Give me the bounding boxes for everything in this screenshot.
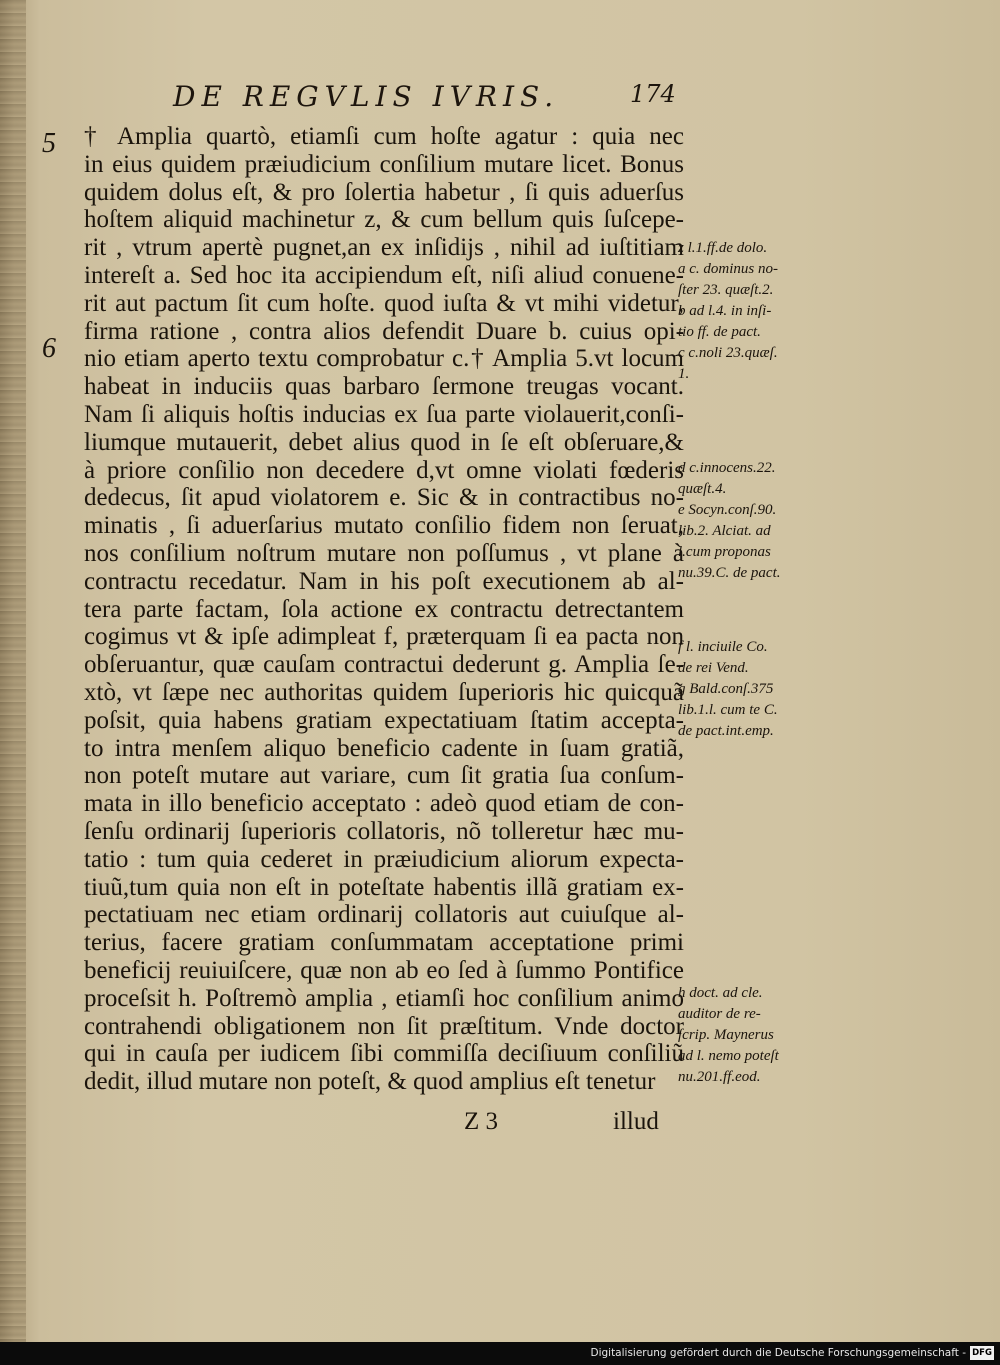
section-number-6: 6 — [42, 333, 56, 364]
text-line: to intra menſem aliquo beneficio cadente in ſuam gratiã, — [84, 734, 684, 762]
text-line: Nam ſi aliquis hoſtis inducias ex ſua parte violauerit,conſi- — [84, 400, 684, 428]
text-line: ſenſu ordinarij ſuperioris collatoris, nõ tolleretur hæc mu- — [84, 817, 684, 845]
text-line: pectatiuam nec etiam ordinarij collatoris aut cuiuſque al- — [84, 901, 684, 929]
dfg-credit-text: Digitalisierung gefördert durch die Deutsche Forschungsgemeinschaft - — [590, 1347, 966, 1359]
text-line: intereſt a. Sed hoc ita accipiendum eſt, niſi aliud conuene- — [84, 261, 684, 289]
marginal-note-z — [678, 238, 828, 385]
text-line: beneficij reuiuiſcere, quæ non ab eo ſed à ſummo Pontifice — [84, 956, 684, 984]
text-line: nos conſilium noſtrum mutare non poſſumus , vt plane à — [84, 539, 684, 567]
marginal-line: lib.1.l. cum te C. — [678, 702, 778, 718]
marginal-line: nu.201.ff.eod. — [678, 1069, 761, 1085]
marginal-line: lib.2. Alciat. ad — [678, 523, 771, 539]
text-line: quidem dolus eſt, & pro ſolertia habetur , ſi quis aduerſus — [84, 178, 684, 206]
text-line: in eius quidem præiudicium conſilium mutare licet. Bonus — [84, 150, 684, 178]
marginal-line: 1. — [678, 366, 690, 382]
page-header — [0, 76, 1000, 116]
text-line: mata in illo beneficio acceptato : adeò quod etiam de con- — [84, 790, 684, 818]
catchword: illud — [613, 1108, 659, 1135]
text-line: xtò, vt ſæpe nec authoritas quidem ſuperioris hic quicquã — [84, 678, 684, 706]
dfg-logo: DFG — [970, 1346, 994, 1360]
marginal-note-d — [678, 458, 828, 584]
text-line: dedit, illud mutare non poteſt, & quod amplius eſt tenetur — [84, 1068, 656, 1096]
marginal-line: ad l. nemo poteſt — [678, 1048, 779, 1064]
marginal-line: auditor de re- — [678, 1006, 761, 1022]
text-line: rit , vtrum apertè pugnet,an ex inſidijs , nihil ad iuſtitiam — [84, 234, 684, 262]
text-line: firma ratione , contra alios defendit Duare b. cuius opi- — [84, 317, 684, 345]
marginal-line: b ad l.4. in inſi- — [678, 303, 772, 319]
text-line: cogimus vt & ipſe adimpleat f, præterquam ſi ea pacta non — [84, 623, 684, 651]
digitization-credit-bar — [0, 1342, 1000, 1365]
text-line: hoſtem aliquid machinetur z, & cum bellum quis ſuſcepe- — [84, 206, 684, 234]
text-line: tera parte factam, ſola actione ex contractu detrectantem — [84, 595, 684, 623]
marginal-line: quæſt.4. — [678, 481, 727, 497]
text-line: contrahendi obligationem non ſit præſtitum. Vnde doctor — [84, 1012, 684, 1040]
text-line: terius, facere gratiam conſummatam acceptatione primi — [84, 929, 684, 957]
marginal-line: h doct. ad cle. — [678, 985, 763, 1001]
text-line: contractu recedatur. Nam in his poſt executionem ab al- — [84, 567, 684, 595]
text-line: minatis , ſi aduerſarius mutato conſilio fidem non ſeruat, — [84, 512, 684, 540]
text-line: dedecus, ſit apud violatorem e. Sic & in contractibus no- — [84, 484, 684, 512]
marginal-line: de pact.int.emp. — [678, 723, 774, 739]
marginal-line: tio ff. de pact. — [678, 324, 761, 340]
text-line: liumque mutauerit, debet alius quod in ſe eſt obſeruare,& — [84, 428, 684, 456]
marginal-line: a c. dominus no- — [678, 261, 778, 277]
marginal-line: de rei Vend. — [678, 660, 749, 676]
signature-mark: Z 3 — [464, 1108, 499, 1135]
marginal-line: f l. inciuile Co. — [678, 639, 768, 655]
marginal-line: ſcrip. Maynerus — [678, 1027, 774, 1043]
text-line: non poteſt mutare aut variare, cum ſit gratia ſua conſum- — [84, 762, 684, 790]
marginal-line: nu.39.C. de pact. — [678, 565, 781, 581]
marginal-line: e Socyn.conſ.90. — [678, 502, 777, 518]
marginal-line: ſter 23. quæſt.2. — [678, 282, 774, 298]
text-line: obſeruantur, quæ cauſam contractui dederunt g. Amplia ſe- — [84, 651, 684, 679]
marginal-note-h — [678, 983, 828, 1088]
marginal-line: l.cum proponas — [678, 544, 771, 560]
page-number: 174 — [630, 80, 676, 108]
marginal-line: d c.innocens.22. — [678, 460, 776, 476]
running-title: DE REGVLIS IVRIS. — [173, 80, 560, 113]
marginal-line: c c.noli 23.quæſ. — [678, 345, 778, 361]
marginal-line: z l.1.ff.de dolo. — [678, 240, 768, 256]
text-line: qui in cauſa per iudicem ſibi commiſſa deciſiuum conſiliũ — [84, 1040, 684, 1068]
text-line: à priore conſilio non decedere d,vt omne violati fœderis — [84, 456, 684, 484]
text-line: habeat in induciis quas barbaro ſermone treugas vocant. — [84, 373, 684, 401]
main-text-block — [84, 123, 684, 1096]
text-line: tatio : tum quia cederet in præiudicium aliorum expecta- — [84, 845, 684, 873]
marginal-note-f — [678, 637, 828, 742]
text-line: proceſsit h. Poſtremò amplia , etiamſi hoc conſilium animo — [84, 984, 684, 1012]
text-line: nio etiam aperto textu comprobatur c.† Amplia 5.vt locum — [84, 345, 684, 373]
text-line: tiuũ,tum quia non eſt in poteſtate habentis illã gratiam ex- — [84, 873, 684, 901]
text-line: † Amplia quartò, etiamſi cum hoſte agatur : quia nec — [84, 123, 684, 150]
text-line: rit aut pactum ſit cum hoſte. quod iuſta & vt mihi videtur, — [84, 289, 684, 317]
section-number-5: 5 — [42, 128, 56, 159]
text-line: poſsit, quia habens gratiam expectatiuam ſtatim accepta- — [84, 706, 684, 734]
marginal-line: g Bald.conſ.375 — [678, 681, 774, 697]
